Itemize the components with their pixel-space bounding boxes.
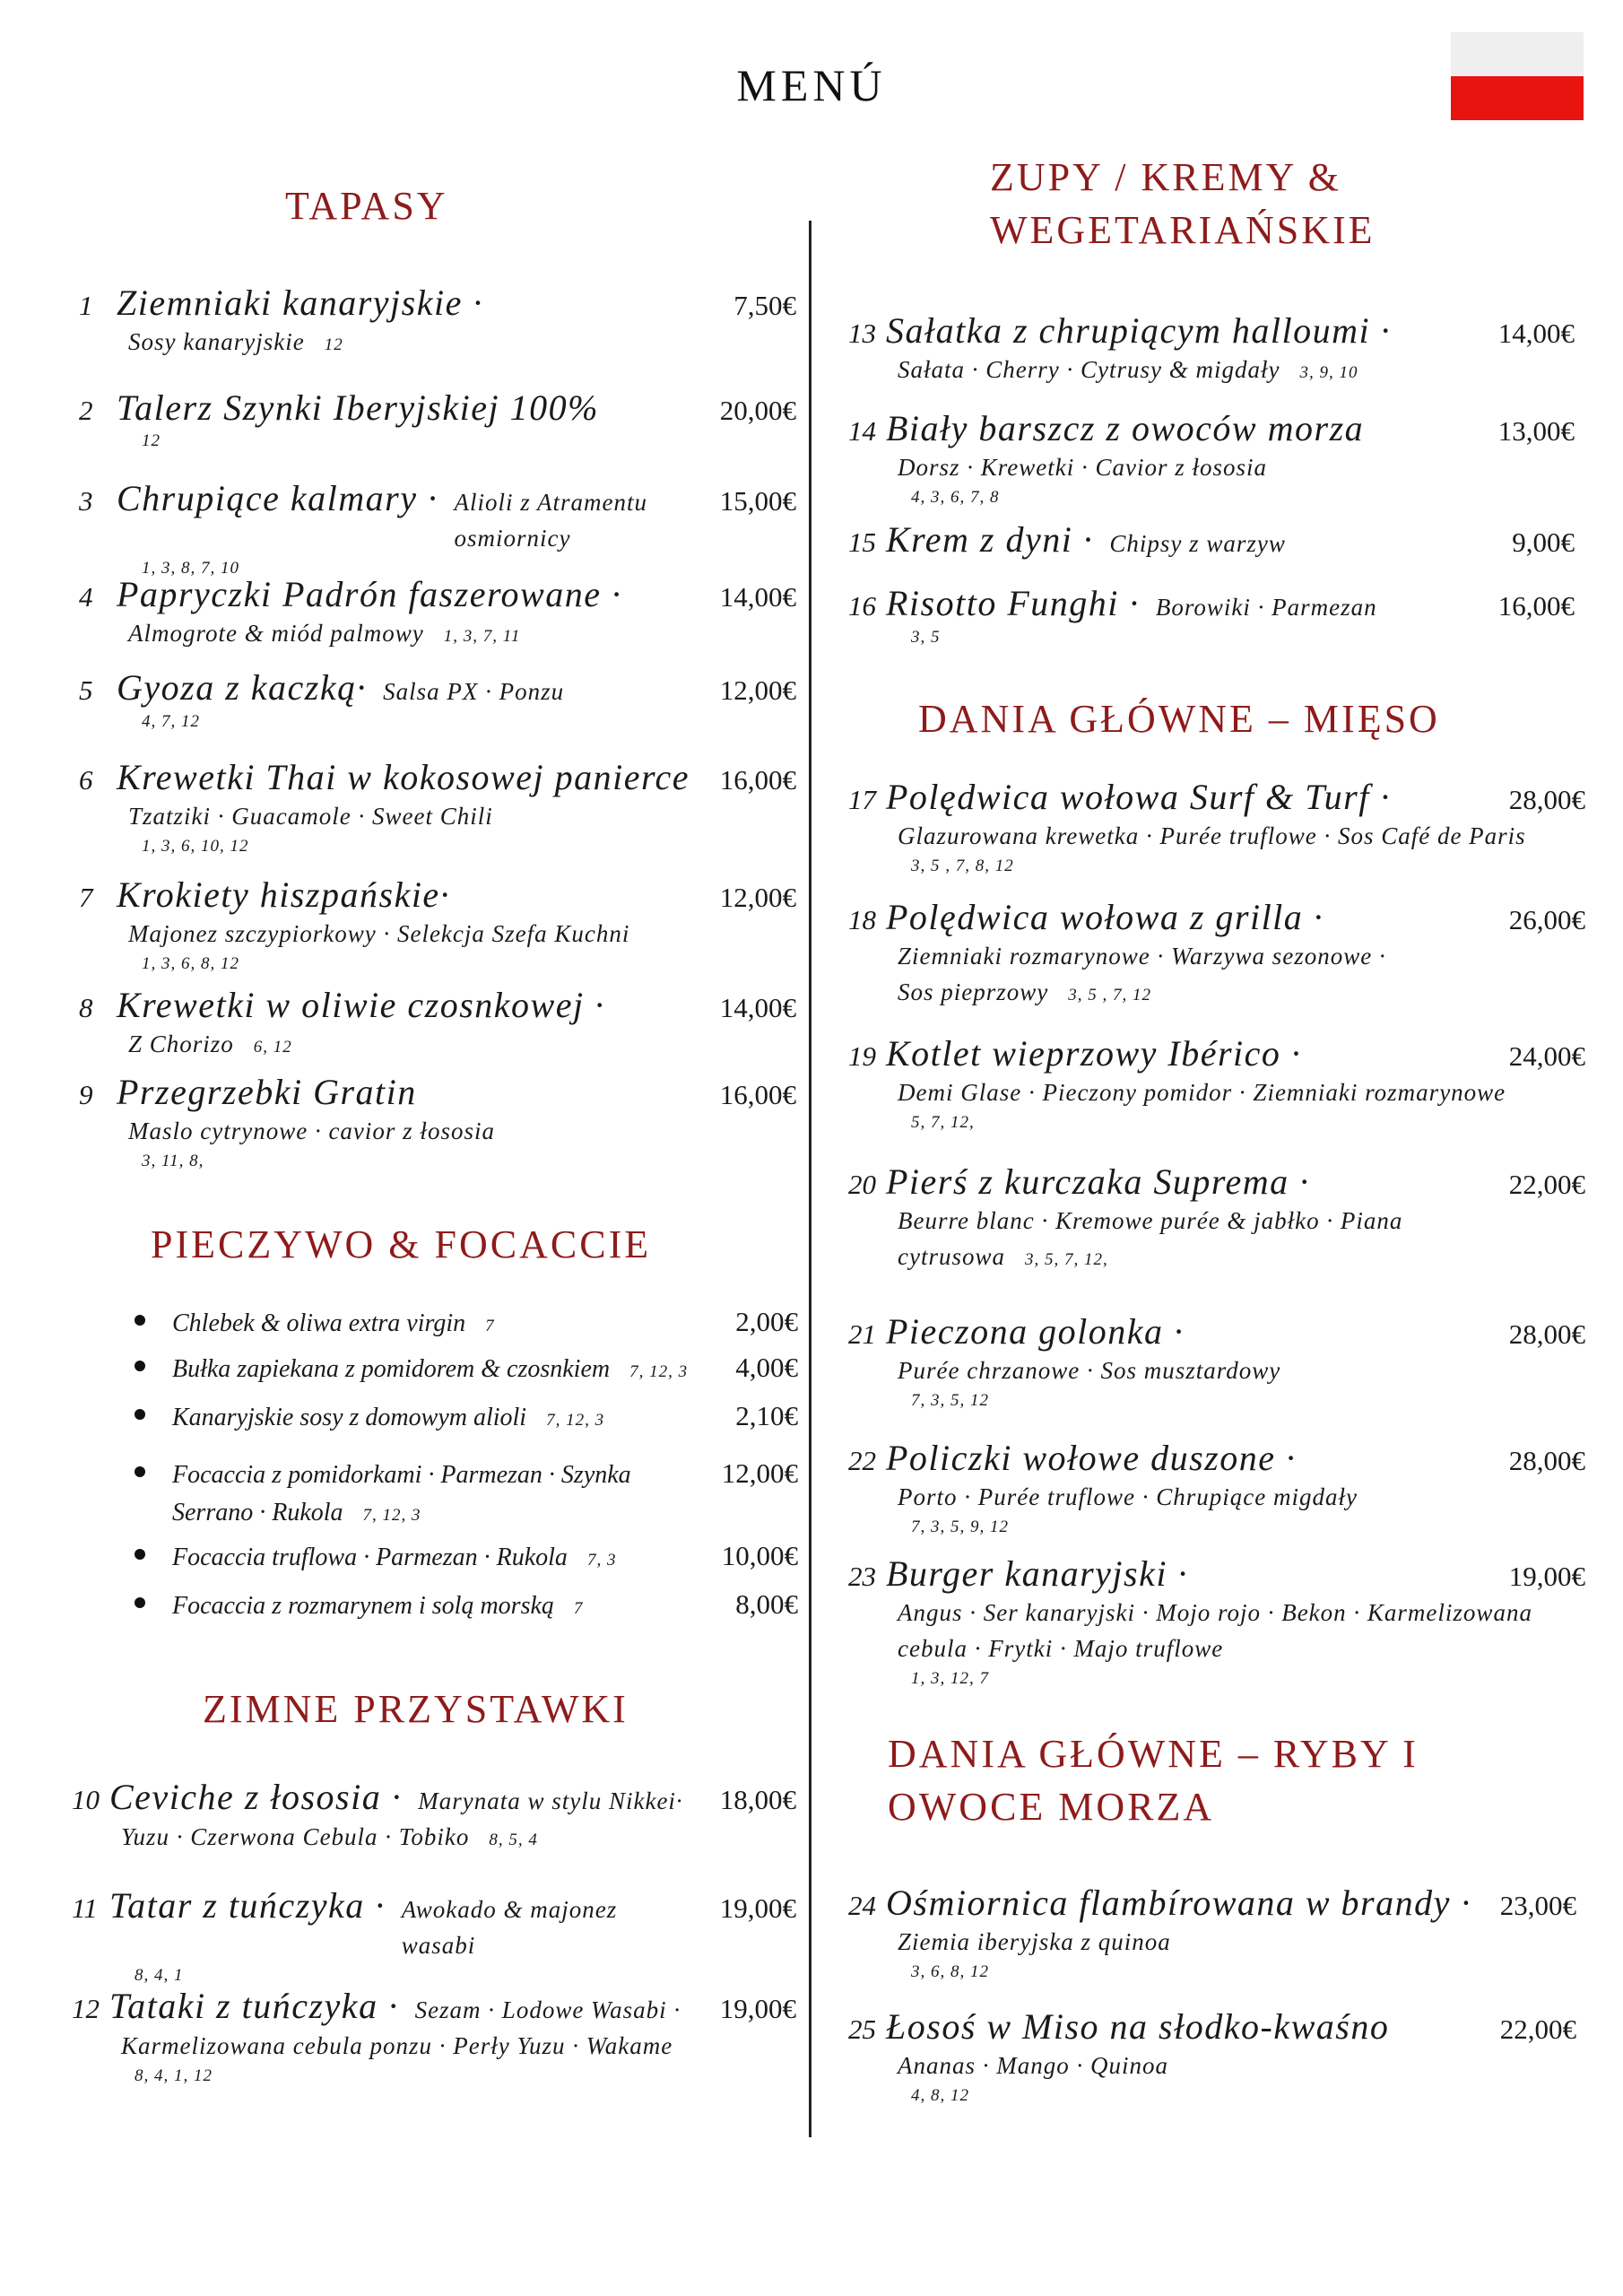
item-header-row [848,1161,1585,1203]
heading-pieczywo: PIECZYWO & FOCACCIE [151,1222,652,1266]
bread-item[interactable] [135,1399,798,1439]
item-description-text: Sałata · Cherry · Cytrusy & migdały [898,356,1280,383]
item-header-row [848,1882,1576,1924]
heading-zupy-line2: WEGETARIAŃSKIE [990,208,1376,252]
menu-item[interactable] [79,666,796,735]
item-name: Pieczona golonka · [886,1311,1185,1352]
item-allergens: 7 [485,1317,495,1335]
item-number: 2 [79,395,93,426]
item-description-text: cytrusowa [898,1243,1005,1270]
item-description-text: cebula · Frytki · Majo truflowe [898,1635,1224,1662]
item-description [79,798,796,834]
menu-title: MENÚ [736,60,887,110]
item-description [848,1631,1585,1666]
item-price: 19,00€ [719,1892,796,1924]
item-description [848,1595,1585,1631]
item-description-text: Glazurowana krewetka · Purée truflowe · Sos Café de Paris [898,822,1526,849]
item-header-row [848,309,1575,352]
bread-item-name: Chlebek & oliwa extra virgin [172,1309,466,1337]
item-number: 22 [848,1445,876,1476]
item-number: 13 [848,317,876,349]
item-price: 22,00€ [1508,1169,1585,1200]
item-header-row [848,582,1575,625]
item-allergens: 8, 4, 1, 12 [135,2066,213,2085]
item-name: Ziemniaki kanaryjskie · [117,283,483,323]
item-description-text: Tzatziki · Guacamole · Sweet Chili [128,803,493,830]
item-description [79,1113,796,1149]
menu-item[interactable] [848,582,1575,650]
item-number: 18 [848,904,876,935]
item-price: 16,00€ [1497,590,1575,622]
menu-item[interactable] [72,1985,796,2089]
item-number: 21 [848,1318,876,1350]
item-allergens: 7, 3 [586,1551,617,1570]
item-allergens: 7, 3, 5, 12 [911,1391,989,1410]
item-allergens: 1, 3, 6, 8, 12 [142,954,239,973]
item-number: 11 [72,1892,98,1924]
item-header-row [848,407,1575,449]
item-description [848,1924,1576,1960]
item-allergens: 1, 3, 8, 7, 10 [142,559,239,578]
item-name: Sałatka z chrupiącym halloumi · [886,310,1392,351]
menu-item[interactable] [79,984,796,1065]
item-allergens: 6, 12 [253,1038,292,1057]
menu-item[interactable] [848,896,1585,1013]
item-description-text: Angus · Ser kanaryjski · Mojo rojo · Bekon · Karmelizowana [898,1599,1532,1626]
menu-item[interactable] [79,282,796,363]
item-header-row [79,573,796,615]
item-description-text: Ananas · Mango · Quinoa [898,2052,1168,2079]
item-header-row [79,874,796,916]
item-description-text: Demi Glase · Pieczony pomidor · Ziemniaki rozmarynowe [898,1079,1506,1106]
heading-ryby-line2: OWOCE MORZA [888,1785,1215,1829]
bread-item-line [172,1587,583,1628]
item-name: Krewetki Thai w kokosowej panierce [117,757,690,797]
item-name: Burger kanaryjski · [886,1553,1188,1594]
item-number: 16 [848,590,876,622]
item-number: 24 [848,1890,876,1921]
item-allergens: 3, 5 [911,628,941,647]
item-allergens: 3, 9, 10 [1299,363,1358,382]
item-price: 15,00€ [719,485,796,517]
item-name: Biały barszcz z owoców morza [886,408,1365,448]
item-inline-description: Alioli z Atramentu osmiornicy [454,489,647,552]
item-allergens: 4, 3, 6, 7, 8 [911,488,1000,507]
item-name: Talerz Szynki Iberyjskiej 100% [117,387,599,428]
bread-item-price: 10,00€ [721,1540,798,1571]
bread-item-line [172,1305,495,1345]
item-price: 16,00€ [719,764,796,796]
item-description-text: Sosy kanaryjskie [128,328,305,355]
bread-item[interactable] [135,1539,798,1579]
bread-item[interactable] [135,1457,798,1535]
item-description-text: Dorsz · Krewetki · Cavior z łososia [898,454,1268,481]
item-description-text: Ziemniaki rozmarynowe · Warzywa sezonowe · [898,943,1386,970]
item-description-text: Majonez szczypiorkowy · Selekcja Szefa Kuchni [128,920,630,947]
heading-zupy-line1: ZUPY / KREMY & [990,155,1341,199]
bread-item-name: Kanaryjskie sosy z domowym alioli [172,1404,527,1431]
item-description [79,615,796,655]
item-header-row [848,1310,1585,1352]
bullet-icon [135,1315,145,1326]
item-description [848,1203,1585,1239]
item-price: 19,00€ [719,1993,796,2024]
item-allergens: 4, 8, 12 [911,2086,969,2105]
item-description [848,352,1575,391]
item-header-row [79,984,796,1026]
item-price: 16,00€ [719,1079,796,1110]
item-description [72,1819,796,1858]
menu-item[interactable] [79,573,796,655]
item-header-row [72,1776,796,1819]
item-header-row [848,1552,1585,1595]
polish-flag-icon[interactable] [1451,32,1584,120]
item-allergens: 7 [573,1599,584,1618]
item-allergens: 8, 4, 1 [135,1966,184,1985]
heading-zimne: ZIMNE PRZYSTAWKI [203,1687,629,1731]
item-allergens: 3, 5 , 7, 8, 12 [911,857,1014,875]
item-header-row [848,1437,1585,1479]
item-header-row [848,896,1585,938]
item-description [848,974,1585,1013]
menu-item[interactable] [848,407,1575,510]
menu-item[interactable] [848,1310,1585,1413]
item-allergens: 1, 3, 12, 7 [911,1669,989,1688]
item-description [848,938,1585,974]
item-price: 22,00€ [1499,2013,1576,2045]
bread-item-price: 4,00€ [735,1352,798,1383]
bread-item-line [172,1399,604,1439]
item-number: 9 [79,1079,93,1110]
item-description-text: Ziemia iberyjska z quinoa [898,1928,1171,1955]
item-name: Przegrzebki Gratin [117,1072,417,1112]
item-description [848,2048,1576,2083]
bread-item-text [172,1305,495,1345]
item-name: Ośmiornica flambírowana w brandy · [886,1883,1471,1923]
item-header-row [72,1985,796,2028]
item-allergens: 4, 7, 12 [142,712,200,731]
bread-item[interactable] [135,1351,798,1391]
item-name: Gyoza z kaczką· [117,667,368,708]
item-number: 8 [79,992,93,1023]
item-number: 10 [72,1784,100,1815]
item-description-text: Purée chrzanowe · Sos musztardowy [898,1357,1281,1384]
menu-item[interactable] [79,874,796,977]
item-description [848,818,1585,854]
item-inline-description: Awokado & majonez wasabi [401,1896,618,1959]
item-inline-description: Marynata w stylu Nikkei· [418,1787,683,1814]
item-name: Chrupiące kalmary · [117,478,438,518]
item-number: 19 [848,1040,876,1072]
item-name: Tatar z tuńczyka · [109,1885,386,1926]
item-price: 9,00€ [1512,526,1575,558]
item-header-row [848,2005,1576,2048]
item-inline-description: Sezam · Lodowe Wasabi · [414,1996,681,2023]
item-header-row [848,1032,1585,1074]
menu-item[interactable] [848,776,1585,879]
item-name: Kotlet wieprzowy Ibérico · [886,1033,1302,1074]
item-description-text: Yuzu · Czerwona Cebula · Tobiko [121,1823,470,1850]
item-price: 28,00€ [1508,784,1585,815]
bread-item-line [172,1457,631,1494]
item-allergens: 1, 3, 6, 10, 12 [142,837,249,856]
item-allergens: 3, 5 , 7, 12 [1068,986,1151,1004]
item-header-row [79,477,796,556]
item-allergens: 12 [142,431,161,450]
item-allergens: 7, 3, 5, 9, 12 [911,1518,1009,1536]
item-inline-description: Salsa PX · Ponzu [383,678,565,705]
heading-mieso: DANIA GŁÓWNE – MIĘSO [918,697,1440,741]
item-price: 13,00€ [1497,415,1575,447]
item-price: 20,00€ [719,395,796,426]
heading-ryby-line1: DANIA GŁÓWNE – RYBY I [888,1732,1419,1776]
item-price: 14,00€ [719,992,796,1023]
item-header-row [79,756,796,798]
item-inline-description: Borowiki · Parmezan [1155,594,1377,621]
item-allergens: 3, 11, 8, [142,1152,204,1170]
menu-item[interactable] [848,1882,1576,1985]
menu-item[interactable] [848,309,1575,391]
item-allergens: 7, 12, 3 [546,1411,605,1430]
bread-item-name: Focaccia truflowa · Parmezan · Rukola [172,1544,568,1571]
column-divider [809,221,812,2137]
heading-tapasy: TAPASY [285,184,448,228]
item-number: 1 [79,290,93,321]
menu-item[interactable] [848,1161,1585,1278]
bullet-icon [135,1361,145,1371]
item-header-row [79,1071,796,1113]
item-number: 4 [79,581,93,613]
menu-item[interactable] [79,477,796,581]
bread-item-name: Bułka zapiekana z pomidorem & czosnkiem [172,1355,611,1383]
item-inline-description: Chipsy z warzyw [1109,530,1286,557]
item-name: Krem z dyni · [886,519,1094,560]
bread-item-price: 2,10€ [735,1400,798,1431]
item-description [848,449,1575,485]
item-number: 20 [848,1169,876,1200]
menu-item[interactable] [72,1776,796,1858]
item-price: 28,00€ [1508,1318,1585,1350]
item-description [79,916,796,952]
bread-item-text [172,1351,688,1391]
item-name: Pierś z kurczaka Suprema · [886,1161,1310,1202]
item-number: 3 [79,485,93,517]
menu-item[interactable] [79,387,796,454]
item-price: 12,00€ [719,674,796,706]
item-price: 7,50€ [733,290,796,321]
item-header-row [72,1884,796,1963]
item-description-text: Z Chorizo [128,1031,234,1057]
item-name: Krewetki w oliwie czosnkowej · [117,985,605,1025]
item-description [848,1239,1585,1278]
bullet-icon [135,1597,145,1608]
item-number: 7 [79,882,93,913]
item-name: Tataki z tuńczyka · [109,1986,399,2026]
menu-item[interactable] [72,1884,796,1988]
bread-item-line [172,1351,688,1391]
item-name: Krokiety hiszpańskie· [117,874,451,915]
item-name: Risotto Funghi · [886,583,1140,623]
item-price: 23,00€ [1499,1890,1576,1921]
bullet-icon [135,1466,145,1477]
menu-item[interactable] [848,518,1575,561]
bread-item-text [172,1399,604,1439]
item-name: Papryczki Padrón faszerowane · [117,574,622,614]
item-description-text: Maslo cytrynowe · cavior z łososia [128,1118,495,1144]
bread-item-price: 8,00€ [735,1588,798,1620]
menu-item[interactable] [848,2005,1576,2109]
bread-item-name: Focaccia z rozmarynem i solą morską [172,1592,554,1620]
item-number: 5 [79,674,93,706]
bread-item-text [172,1539,616,1579]
item-allergens: 7, 12, 3 [362,1506,421,1525]
item-description [72,2028,796,2064]
item-price: 24,00€ [1508,1040,1585,1072]
item-allergens: 7, 12, 3 [629,1362,689,1381]
item-header-row [848,518,1575,561]
item-price: 14,00€ [1497,317,1575,349]
item-name: Łosoś w Miso na słodko-kwaśno [886,2006,1390,2047]
item-allergens: 1, 3, 7, 11 [443,627,521,646]
menu-item[interactable] [848,1032,1585,1135]
item-price: 26,00€ [1508,904,1585,935]
item-allergens: 3, 6, 8, 12 [911,1962,989,1981]
item-allergens: 12 [324,335,343,354]
menu-item[interactable] [848,1552,1585,1692]
item-number: 25 [848,2013,876,2045]
item-description-text: Karmelizowana cebula ponzu · Perły Yuzu · Wakame [121,2032,673,2059]
bread-item-name: Focaccia z pomidorkami · Parmezan · Szynka [172,1461,631,1489]
item-description [848,1352,1585,1388]
item-price: 12,00€ [719,882,796,913]
item-allergens: 3, 5, 7, 12, [1025,1250,1108,1269]
bread-item-line [172,1494,631,1535]
item-price: 19,00€ [1508,1561,1585,1592]
item-description [848,1479,1585,1515]
item-number: 14 [848,415,876,447]
item-header-row [79,282,796,324]
item-name: Polędwica wołowa Surf & Turf · [886,777,1391,817]
item-name: Ceviche z łososia · [109,1777,403,1817]
item-allergens: 5, 7, 12, [911,1113,975,1132]
item-number: 12 [72,1993,100,2024]
item-header-row [79,666,796,709]
item-description-text: Beurre blanc · Kremowe purée & jabłko · Piana [898,1207,1403,1234]
item-description-text: Sos pieprzowy [898,978,1049,1005]
bread-item-price: 2,00€ [735,1306,798,1337]
item-name: Policzki wołowe duszone · [886,1438,1297,1478]
item-header-row [79,387,796,429]
item-description [79,324,796,363]
menu-item[interactable] [79,756,796,859]
bread-item[interactable] [135,1587,798,1628]
menu-item[interactable] [79,1071,796,1174]
bullet-icon [135,1409,145,1420]
bullet-icon [135,1549,145,1560]
bread-item-text [172,1587,583,1628]
item-name: Polędwica wołowa z grilla · [886,897,1324,937]
item-description [848,1074,1585,1110]
item-description [79,1026,796,1065]
bread-item[interactable] [135,1305,798,1345]
item-header-row [848,776,1585,818]
item-price: 18,00€ [719,1784,796,1815]
item-allergens: 8, 5, 4 [489,1831,538,1849]
item-number: 17 [848,784,876,815]
bread-item-text [172,1457,631,1535]
item-price: 28,00€ [1508,1445,1585,1476]
item-description-text: Porto · Purée truflowe · Chrupiące migdały [898,1483,1358,1510]
bread-item-price: 12,00€ [721,1457,798,1489]
menu-item[interactable] [848,1437,1585,1540]
item-description-text: Almogrote & miód palmowy [128,620,424,647]
item-number: 23 [848,1561,876,1592]
item-price: 14,00€ [719,581,796,613]
bread-item-name-continued: Serrano · Rukola [172,1499,343,1526]
item-number: 15 [848,526,876,558]
item-number: 6 [79,764,93,796]
bread-item-line [172,1539,616,1579]
